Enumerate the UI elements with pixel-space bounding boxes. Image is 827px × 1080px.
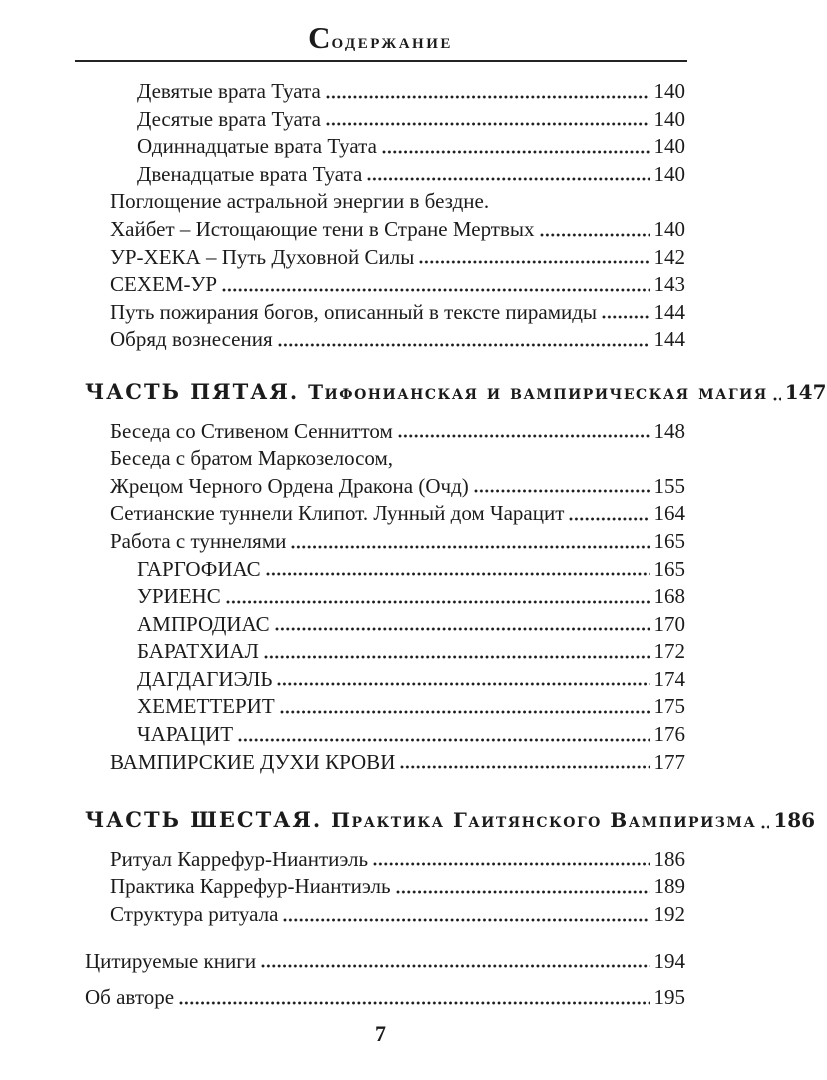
toc-page-number: 144 bbox=[653, 327, 685, 352]
toc-entry-title: Беседа с братом Маркозелосом, bbox=[110, 446, 394, 471]
toc-section-row bbox=[85, 806, 816, 835]
toc-entry-row bbox=[85, 749, 685, 777]
toc-page-number: 143 bbox=[653, 272, 685, 297]
toc-entry-row bbox=[85, 721, 685, 749]
toc-page-number: 140 bbox=[653, 134, 685, 159]
toc-leader-dots bbox=[474, 489, 650, 493]
toc-entry-row bbox=[85, 188, 685, 216]
toc-page-number: 177 bbox=[653, 749, 685, 774]
toc-entry-row bbox=[85, 583, 685, 611]
toc-page-number: 140 bbox=[653, 216, 685, 241]
toc-entry-row bbox=[85, 528, 685, 556]
toc-page-number: 194 bbox=[653, 948, 685, 973]
head-rule-divider bbox=[75, 60, 687, 62]
running-head bbox=[0, 0, 761, 62]
toc-leader-dots bbox=[264, 655, 650, 659]
toc-entry-row bbox=[85, 271, 685, 299]
toc-section-label: ЧАСТЬ ПЯТАЯ. bbox=[85, 378, 300, 404]
toc-leader-dots bbox=[773, 397, 781, 401]
toc-leader-dots bbox=[540, 233, 650, 237]
toc-entry-title: Беседа со Стивеном Сенниттом bbox=[110, 418, 393, 443]
toc-leader-dots bbox=[396, 890, 650, 894]
toc-leader-dots bbox=[326, 95, 650, 99]
toc-leader-dots bbox=[283, 918, 649, 922]
toc-entry-row bbox=[85, 901, 685, 929]
toc-leader-dots bbox=[261, 964, 649, 968]
toc-entry-title: Структура ритуала bbox=[110, 902, 279, 927]
toc-entry-title: Сетианские туннели Клипот. Лунный дом Чарацит bbox=[110, 501, 565, 526]
toc-entry-title: Обряд вознесения bbox=[110, 327, 273, 352]
toc-section-title: Тифонианская и вампирическая магия bbox=[308, 379, 768, 404]
toc-page-number: 165 bbox=[653, 556, 685, 581]
toc-entry-row bbox=[85, 984, 685, 1012]
toc-entry-title: Ритуал Каррефур-Ниантиэль bbox=[110, 846, 369, 871]
toc-page-number: 140 bbox=[653, 79, 685, 103]
toc-entry-row bbox=[85, 948, 685, 976]
toc-page-number: 155 bbox=[653, 473, 685, 498]
toc-page-number: 195 bbox=[653, 985, 685, 1010]
toc-leader-dots bbox=[266, 572, 650, 576]
toc-entry-row bbox=[85, 473, 685, 501]
toc-page-number: 147 bbox=[784, 379, 827, 404]
toc-leader-dots bbox=[398, 434, 650, 438]
toc-entry-row bbox=[85, 611, 685, 639]
toc-entry-title: УРИЕНС bbox=[137, 584, 221, 609]
toc-entry-row bbox=[85, 133, 685, 161]
toc-leader-dots bbox=[569, 517, 649, 521]
toc-leader-dots bbox=[382, 150, 650, 154]
toc-page-number: 165 bbox=[653, 528, 685, 553]
toc-entry-row bbox=[85, 500, 685, 528]
toc-leader-dots bbox=[419, 260, 649, 264]
toc-page-number: 189 bbox=[653, 874, 685, 899]
toc-entry-row bbox=[85, 873, 685, 901]
toc-page-number: 140 bbox=[653, 161, 685, 186]
toc-entry-row bbox=[85, 161, 685, 189]
toc-leader-dots bbox=[226, 600, 650, 604]
toc-entry-row bbox=[85, 78, 685, 106]
toc-leader-dots bbox=[278, 343, 650, 347]
toc-entry-row bbox=[85, 638, 685, 666]
toc-entry-title: ДАГДАГИЭЛЬ bbox=[137, 666, 273, 691]
toc-page-number: 168 bbox=[653, 584, 685, 609]
page-title: Содержание bbox=[308, 20, 453, 55]
toc-section-row bbox=[85, 378, 827, 407]
toc-leader-dots bbox=[277, 682, 649, 686]
toc-entry-row bbox=[85, 106, 685, 134]
toc-entry-title: Поглощение астральной энергии в бездне. bbox=[110, 189, 490, 214]
toc-entry-title: ГАРГОФИАС bbox=[137, 556, 261, 581]
toc-entry-title: Десятые врата Туата bbox=[137, 106, 321, 131]
toc-entry-row bbox=[85, 556, 685, 584]
toc-entry-title: СЕХЕМ-УР bbox=[110, 272, 218, 297]
toc-entry-title: ЧАРАЦИТ bbox=[137, 722, 234, 747]
toc-page-number: 175 bbox=[653, 694, 685, 719]
toc-leader-dots bbox=[238, 738, 649, 742]
toc-entry-row bbox=[85, 666, 685, 694]
toc-leader-dots bbox=[373, 862, 649, 866]
toc-leader-dots bbox=[275, 627, 650, 631]
toc-leader-dots bbox=[291, 545, 649, 549]
toc-leader-dots bbox=[602, 315, 649, 319]
toc-page-number: 186 bbox=[773, 808, 816, 833]
toc-list bbox=[85, 78, 827, 1012]
toc-page-number: 170 bbox=[653, 611, 685, 636]
folio-page-number: 7 bbox=[375, 1021, 386, 1046]
toc-leader-dots bbox=[280, 710, 650, 714]
toc-entry-row bbox=[85, 445, 685, 473]
toc-leader-dots bbox=[326, 122, 650, 126]
toc-page-number: 142 bbox=[653, 244, 685, 269]
toc-section-label: ЧАСТЬ ШЕСТАЯ. bbox=[85, 807, 323, 833]
toc-leader-dots bbox=[761, 825, 769, 829]
toc-entry-row bbox=[85, 244, 685, 272]
toc-page-number: 148 bbox=[653, 418, 685, 443]
toc-leader-dots bbox=[367, 177, 649, 181]
toc-page-number: 164 bbox=[653, 501, 685, 526]
toc-section-title: Практика Гаитянского Вампиризма bbox=[331, 808, 757, 833]
toc-entry-title: ХЕМЕТТЕРИТ bbox=[137, 694, 275, 719]
toc-entry-title: АМПРОДИАС bbox=[137, 611, 270, 636]
toc-entry-row bbox=[85, 693, 685, 721]
toc-entry-title: УР-ХЕКА – Путь Духовной Силы bbox=[110, 244, 415, 269]
toc-page-number: 174 bbox=[653, 666, 685, 691]
toc-entry-title: ВАМПИРСКИЕ ДУХИ КРОВИ bbox=[110, 749, 396, 774]
toc-entry-title: Жрецом Черного Ордена Дракона (Очд) bbox=[110, 473, 469, 498]
toc-entry-title: Двенадцатые врата Туата bbox=[137, 161, 363, 186]
toc-page-number: 144 bbox=[653, 299, 685, 324]
toc-entry-title: Девятые врата Туата bbox=[137, 79, 321, 103]
toc-entry-row bbox=[85, 216, 685, 244]
toc-entry-title: Хайбет – Истощающие тени в Стране Мертвых bbox=[110, 216, 535, 241]
toc-leader-dots bbox=[400, 765, 649, 769]
toc-entry-row bbox=[85, 299, 685, 327]
toc-leader-dots bbox=[179, 1001, 649, 1005]
toc-entry-title: БАРАТХИАЛ bbox=[137, 639, 259, 664]
toc-entry-title: Одиннадцатые врата Туата bbox=[137, 134, 377, 159]
toc-entry-title: Об авторе bbox=[85, 985, 175, 1010]
toc-page-number: 140 bbox=[653, 106, 685, 131]
toc-entry-row bbox=[85, 418, 685, 446]
toc-page-number: 186 bbox=[653, 846, 685, 871]
toc-page-number: 192 bbox=[653, 902, 685, 927]
toc-entry-title: Работа с туннелями bbox=[110, 528, 287, 553]
toc-entry-title: Цитируемые книги bbox=[85, 948, 257, 973]
toc-entry-row bbox=[85, 846, 685, 874]
toc-entry-row bbox=[85, 326, 685, 354]
toc-leader-dots bbox=[222, 288, 649, 292]
toc-entry-title: Практика Каррефур-Ниантиэль bbox=[110, 874, 391, 899]
toc-page-number: 176 bbox=[653, 722, 685, 747]
toc-page-number: 172 bbox=[653, 639, 685, 664]
toc-entry-title: Путь пожирания богов, описанный в тексте пирамиды bbox=[110, 299, 598, 324]
